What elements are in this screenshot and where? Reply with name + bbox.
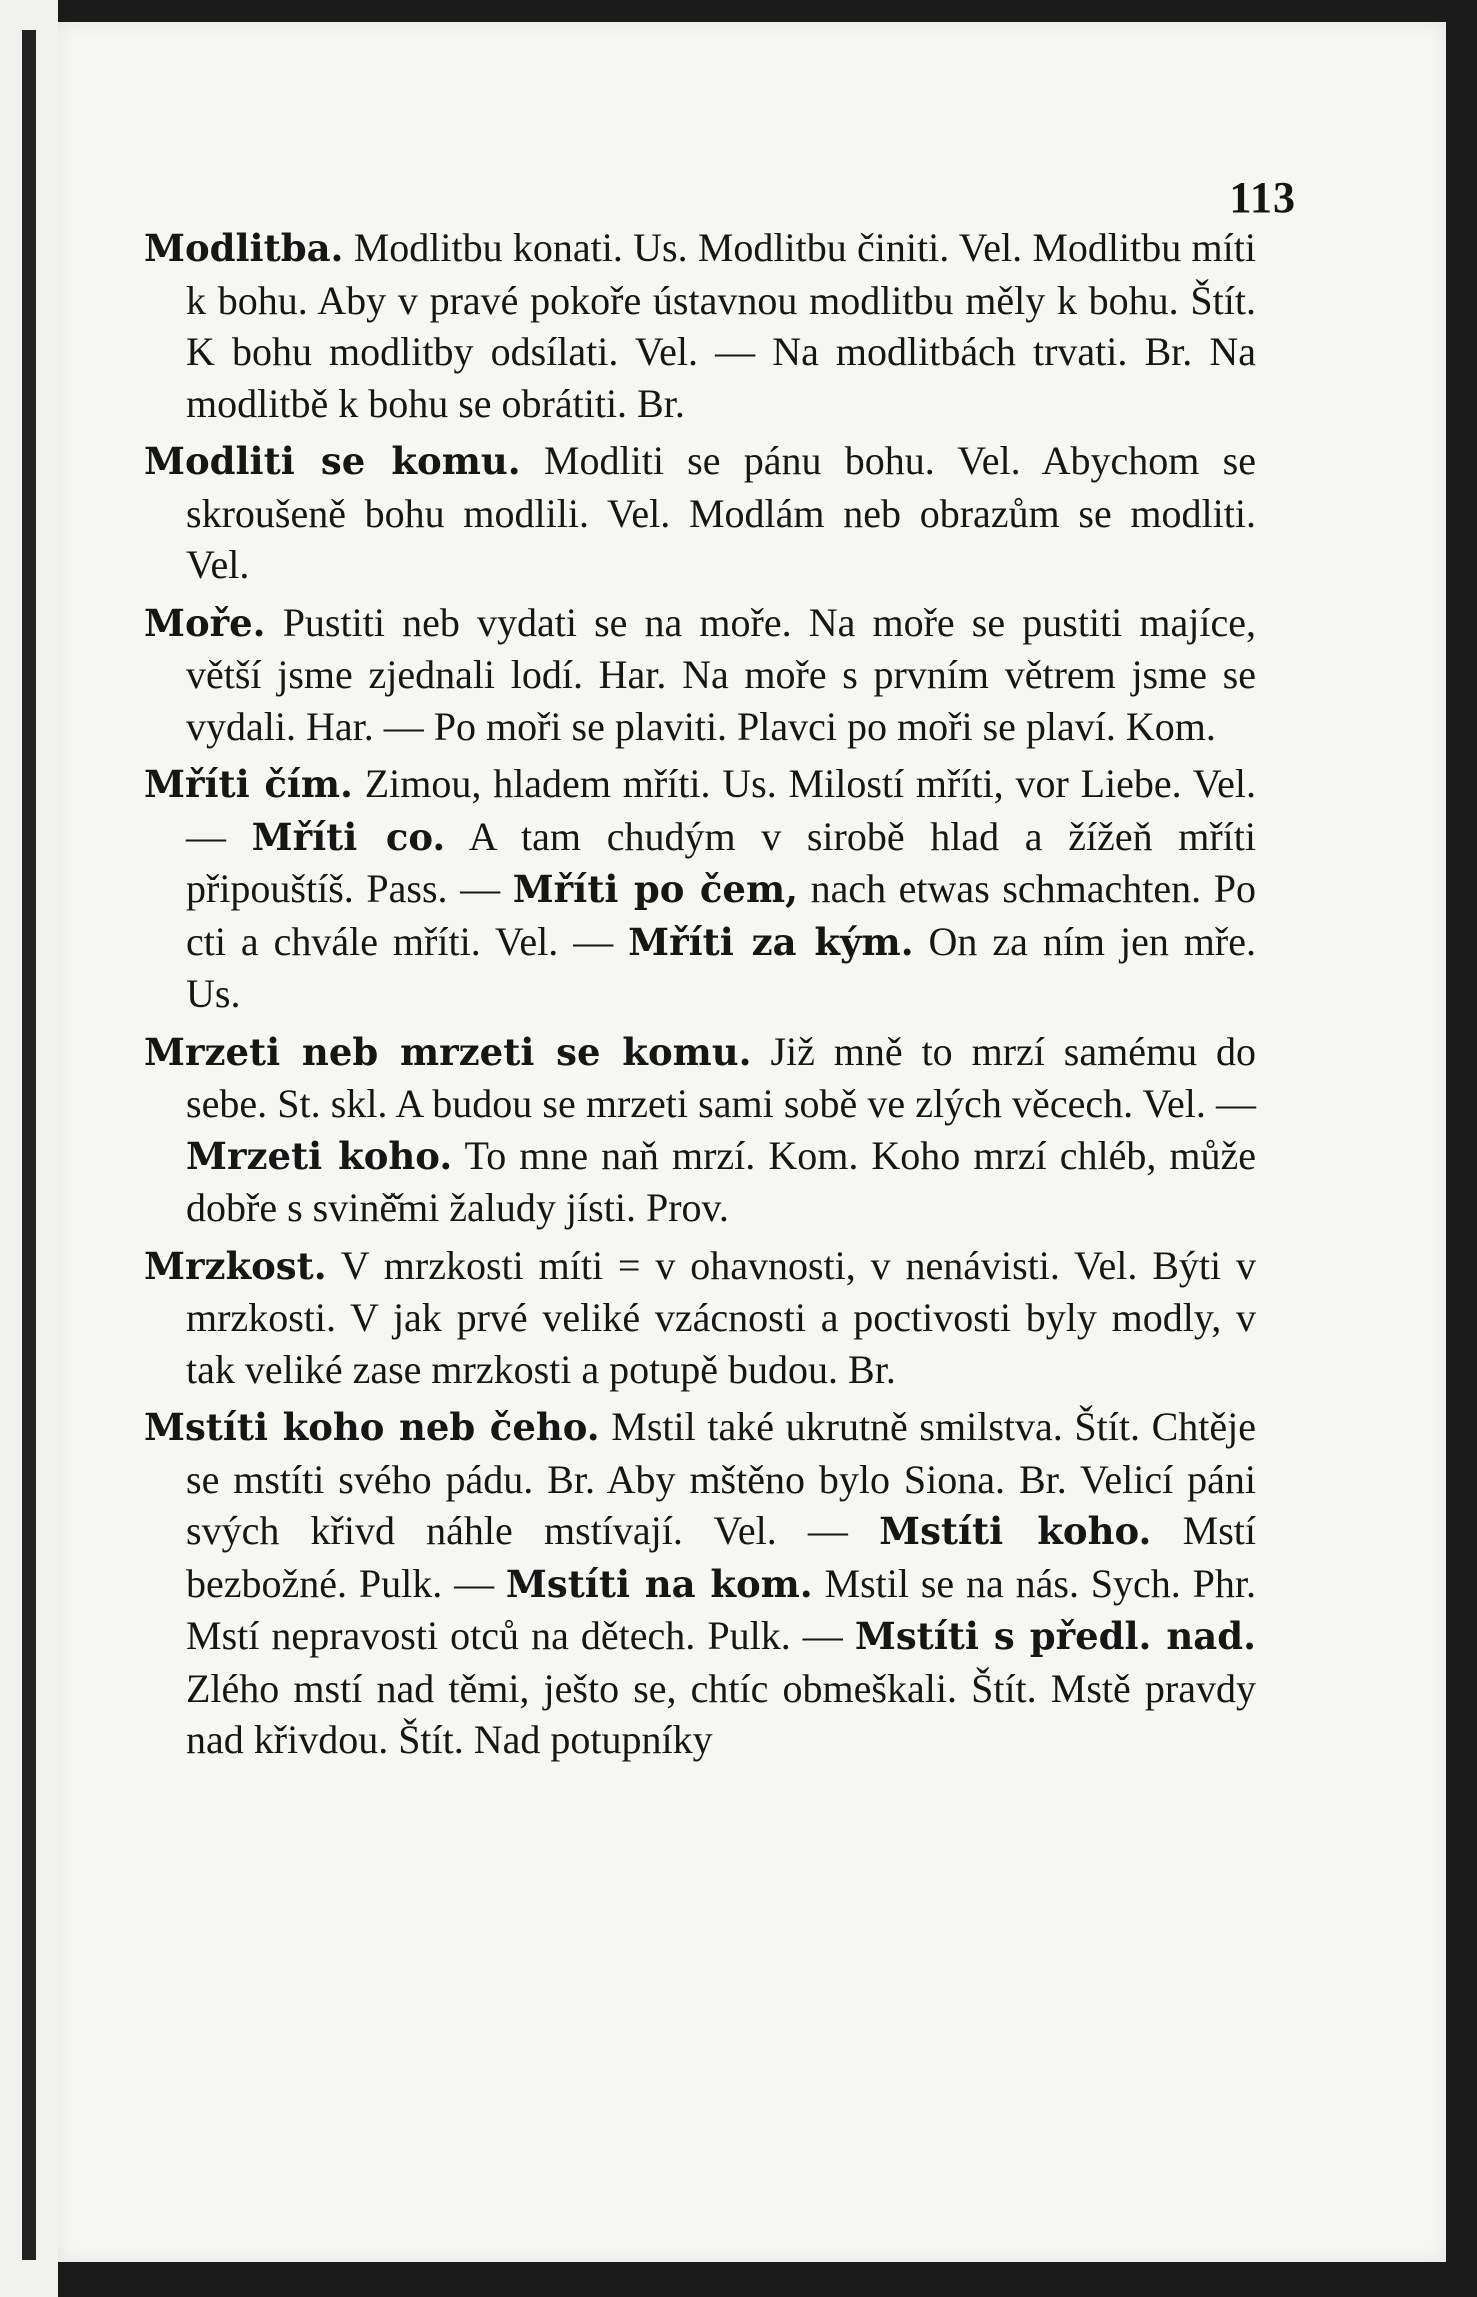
entry-headword: Mříti čím. xyxy=(144,762,353,806)
dictionary-entry xyxy=(144,1240,1256,1396)
entry-headword: Modlitba. xyxy=(144,226,344,270)
entry-text: Mstil se na nás. Sych. Phr. Mstí nepravosti otců na dětech. Pulk. — xyxy=(186,1560,1256,1658)
entry-text: Mstí bezbožné. Pulk. — xyxy=(186,1508,1257,1606)
dictionary-entry xyxy=(144,1026,1256,1234)
entry-text: On za ním jen mře. Us. xyxy=(186,918,1256,1016)
entry-subheading: Mříti po čem, xyxy=(512,867,798,911)
entry-text: Mstil také ukrutně smilstva. Štít. Chtěje se mstíti svého pádu. Br. Aby mštěno bylo Siona. Br. Velicí páni svých křivd náhle mstívají. Vel. — xyxy=(186,1404,1257,1553)
entry-subheading: Mříti co. xyxy=(251,814,446,859)
dictionary-entry xyxy=(144,222,1256,429)
entry-text: Pustiti neb vydati se na moře. Na moře se pustiti majíce, větší jsme zjednali lodí. Har. Na moře s prvním větrem jsme se vydali. Har. — Po moři se plaviti. Plavci po moři se plaví. Kom. xyxy=(186,599,1256,749)
entry-text: nach etwas schmachten. Po cti a chvále mříti. Vel. — xyxy=(186,866,1256,964)
dictionary-entry xyxy=(144,758,1256,1020)
page-number: 113 xyxy=(1229,173,1296,222)
entry-headword: Mrzkost. xyxy=(144,1243,327,1288)
entry-headword: Modliti se komu. xyxy=(144,439,521,483)
entry-subheading: Mstíti koho. xyxy=(879,1509,1152,1553)
binding-shadow xyxy=(22,30,36,2260)
facing-page-edge xyxy=(0,0,58,2297)
entry-headword: Mrzeti neb mrzeti se komu. xyxy=(144,1029,752,1074)
entry-subheading: Mříti za kým. xyxy=(628,919,914,964)
entry-text: Modliti se pánu bohu. Vel. Abychom se skroušeně bohu modlili. Vel. Modlám neb obrazům se modliti. Vel. xyxy=(186,438,1256,587)
dictionary-entry xyxy=(144,435,1256,591)
dictionary-entry xyxy=(144,597,1256,753)
entry-headword: Mstíti koho neb čeho. xyxy=(144,1405,600,1449)
dictionary-entry xyxy=(144,1401,1256,1766)
entry-text: V mrzkosti míti = v ohavnosti, v nenávisti. Vel. Býti v mrzkosti. V jak prvé veliké vzácnosti a poctivosti byly modly, v tak veliké zase mrzkosti a potupě budou. Br. xyxy=(186,1242,1256,1392)
entry-text: Zimou, hladem mříti. Us. Milostí mříti, vor Liebe. Vel. — xyxy=(186,761,1257,859)
entry-text: Zlého mstí nad těmi, ješto se, chtíc obmeškali. Štít. Mstě pravdy nad křivdou. Štít. Nad potupníky xyxy=(186,1665,1256,1762)
entry-text: Již mně to mrzí samému do sebe. St. skl. A budou se mrzeti sami sobě ve zlých věcech. Vel. — xyxy=(186,1028,1256,1126)
dictionary-entries xyxy=(144,222,1256,1772)
entry-text: Modlitbu konati. Us. Modlitbu činiti. Vel. Modlitbu míti k bohu. Aby v pravé pokoře ústavnou modlitbu měly k bohu. Štít. K bohu modlitby odsílati. Vel. — Na modlitbách trvati. Br. Na modlitbě k bohu se obrátiti. Br. xyxy=(186,225,1256,426)
entry-subheading: Mstíti s předl. nad. xyxy=(854,1614,1256,1658)
entry-subheading: Mrzeti koho. xyxy=(186,1133,453,1178)
entry-headword: Moře. xyxy=(144,600,266,645)
entry-subheading: Mstíti na kom. xyxy=(505,1561,813,1606)
entry-text: To mne naň mrzí. Kom. Koho mrzí chléb, může dobře s svině̌mi žaludy jísti. Prov. xyxy=(186,1132,1256,1230)
entry-text: A tam chudým v sirobě hlad a žížeň mříti připouštíš. Pass. — xyxy=(186,813,1256,911)
